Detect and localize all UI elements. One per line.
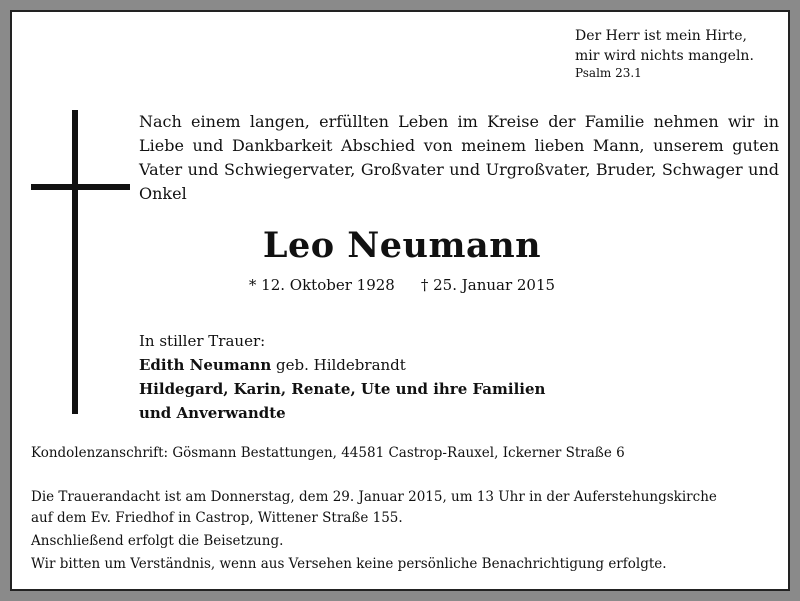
death-date: † 25. Januar 2015 bbox=[420, 276, 556, 294]
mourner-spouse bbox=[139, 353, 545, 377]
mourner-family: Hildegard, Karin, Renate, Ute und ihre Familien bbox=[139, 380, 546, 398]
notification-note: Wir bitten um Verständnis, wenn aus Versehen keine persönliche Benachrichtigung erfolgte. bbox=[31, 556, 667, 572]
burial-note: Anschließend erfolgt die Beisetzung. bbox=[31, 533, 284, 549]
psalm-line-1: Der Herr ist mein Hirte, bbox=[575, 28, 747, 44]
service-line-2: auf dem Ev. Friedhof in Castrop, Wittener Straße 155. bbox=[31, 510, 403, 526]
mourners-block bbox=[139, 329, 545, 425]
spouse-maiden-name: geb. Hildebrandt bbox=[271, 356, 406, 374]
obituary-card bbox=[10, 10, 790, 591]
spouse-name: Edith Neumann bbox=[139, 356, 272, 374]
condolence-address: Kondolenzanschrift: Gösmann Bestattungen, 44581 Castrop-Rauxel, Ickerner Straße 6 bbox=[31, 445, 625, 461]
psalm-line-2: mir wird nichts mangeln. bbox=[575, 48, 754, 64]
intro-text: Nach einem langen, erfüllten Leben im Kreise der Familie nehmen wir in Liebe und Dankbarkeit Abschied von meinem lieben Mann, unserem guten Vater und Schwiegervater, Großvater und Urgroßvater, Bruder, Schwager und Onkel bbox=[139, 112, 779, 203]
psalm-reference: Psalm 23.1 bbox=[575, 66, 642, 80]
birth-date: * 12. Oktober 1928 bbox=[248, 276, 395, 294]
psalm-quote bbox=[575, 26, 754, 81]
mourners-heading: In stiller Trauer: bbox=[139, 332, 266, 350]
mourner-relatives: und Anverwandte bbox=[139, 404, 286, 422]
deceased-name: Leo Neumann bbox=[262, 225, 542, 266]
life-dates bbox=[12, 276, 792, 294]
service-line-1: Die Trauerandacht ist am Donnerstag, dem 29. Januar 2015, um 13 Uhr in der Auferstehungskirche bbox=[31, 489, 717, 505]
cross-icon-bar bbox=[31, 184, 130, 190]
